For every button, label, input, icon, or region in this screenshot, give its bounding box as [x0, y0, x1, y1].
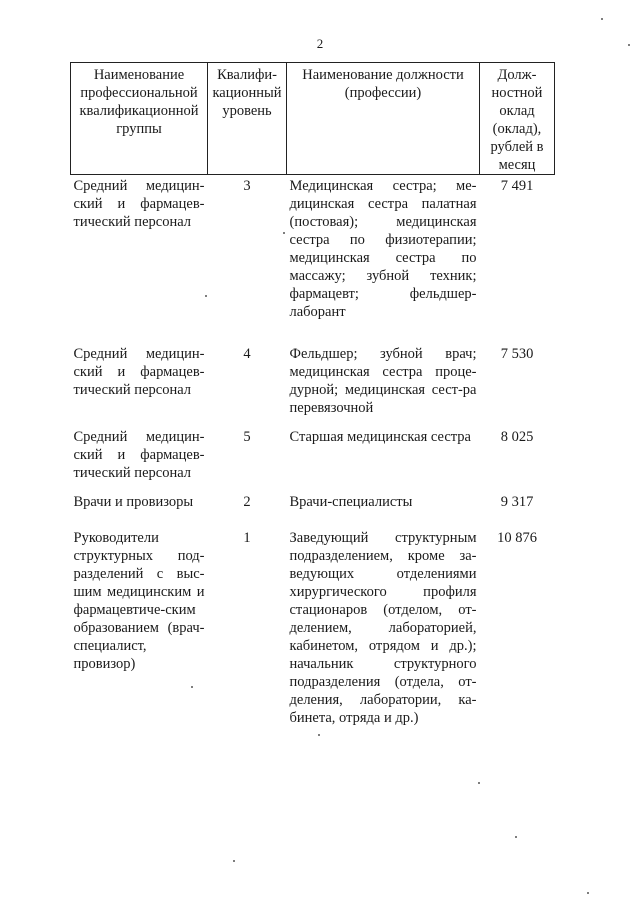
- scan-speck: [233, 860, 235, 862]
- cell-salary: 9 317: [500, 494, 534, 510]
- table-row: [71, 175, 555, 346]
- cell-level: 3: [243, 178, 251, 194]
- cell-group: Врачи и провизоры: [73, 494, 194, 510]
- cell-level: 4: [243, 346, 251, 362]
- cell-salary: 10 876: [497, 530, 537, 546]
- scan-speck: [205, 295, 207, 297]
- salary-table: [70, 62, 555, 727]
- table-row: [71, 529, 555, 727]
- table-row: [71, 345, 555, 428]
- cell-group: Средний медицин-ский и фармацев-тический персонал: [73, 178, 205, 230]
- table-row: [71, 493, 555, 529]
- cell-positions: Фельдшер; зубной врач; медицинская сестра проце-дурной; медицинская сест-ра перевязочной: [289, 346, 477, 416]
- page-number: 2: [316, 36, 324, 51]
- scan-speck: [515, 836, 517, 838]
- scan-speck: [318, 734, 320, 736]
- cell-positions: Старшая медицинская сестра: [289, 429, 471, 445]
- header-group-name: Наименование профессиональной квалификационной группы: [71, 63, 208, 175]
- cell-group: Руководители структурных под-разделений с выс-шим медицинским и фармацевтиче-ским образованием (врач-специалист, провизор): [73, 530, 205, 672]
- cell-positions: Заведующий структурным подразделением, кроме за-ведующих отделениями хирургического профиля стационаров (отделом, от-делением, лабораторией, кабинетом, отрядом и др.); начальник структурного подразделения (отдела, от-деления, лаборатории, ка-бинета, отряда и др.): [289, 530, 477, 726]
- cell-group: Средний медицин-ский и фармацев-тический персонал: [73, 346, 205, 398]
- header-salary: Долж-ностной оклад (оклад), рублей в месяц: [480, 63, 555, 175]
- cell-level: 5: [243, 429, 251, 445]
- scan-speck: [628, 44, 630, 46]
- scan-speck: [283, 232, 285, 234]
- cell-salary: 7 491: [500, 178, 534, 194]
- cell-positions: Врачи-специалисты: [289, 494, 413, 510]
- cell-group: Средний медицин-ский и фармацев-тический персонал: [73, 429, 205, 481]
- cell-salary: 7 530: [500, 346, 534, 362]
- cell-salary: 8 025: [500, 429, 534, 445]
- cell-level: 1: [243, 530, 251, 546]
- scan-speck: [601, 18, 603, 20]
- table-row: [71, 428, 555, 493]
- scan-speck: [191, 686, 193, 688]
- table-header-row: [71, 63, 555, 175]
- scan-speck: [587, 892, 589, 894]
- header-qualification-level: Квалифи-кационный уровень: [208, 63, 287, 175]
- scan-speck: [478, 782, 480, 784]
- cell-level: 2: [243, 494, 251, 510]
- header-position-name: Наименование должности (профессии): [287, 63, 480, 175]
- cell-positions: Медицинская сестра; ме-дицинская сестра палатная (постовая); медицинская сестра по физиотерапии; медицинская сестра по массажу; зубной техник; фармацевт; фельдшер-лаборант: [289, 178, 477, 320]
